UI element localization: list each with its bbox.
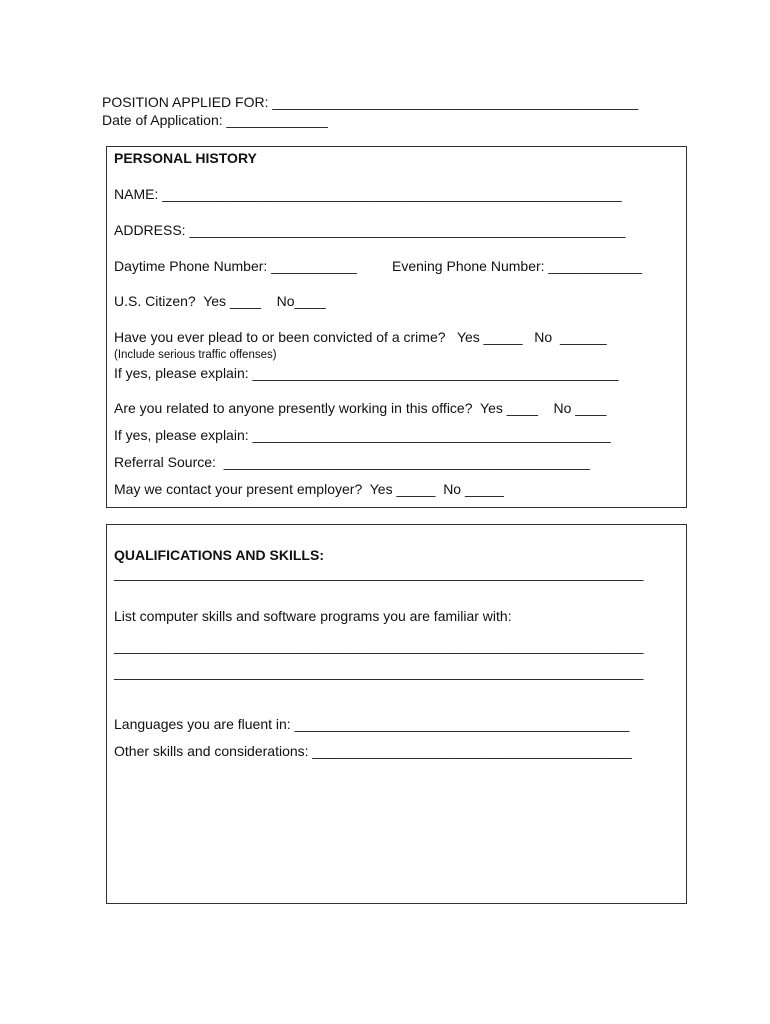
- languages-field[interactable]: Languages you are fluent in: ___________________________________________: [114, 716, 630, 732]
- evening-phone-field[interactable]: Evening Phone Number: ____________: [392, 258, 642, 274]
- computer-skills-line-2[interactable]: ____________________________________________________________________: [114, 664, 644, 680]
- computer-skills-line-1[interactable]: ____________________________________________________________________: [114, 638, 644, 654]
- address-field[interactable]: ADDRESS: ________________________________________________________: [114, 222, 626, 238]
- related-explain-field[interactable]: If yes, please explain: ______________________________________________: [114, 427, 611, 443]
- contact-employer-field[interactable]: May we contact your present employer? Yes _____ No _____: [114, 481, 504, 497]
- related-question-field[interactable]: Are you related to anyone presently working in this office? Yes ____ No ____: [114, 400, 607, 416]
- crime-explain-field[interactable]: If yes, please explain: _______________________________________________: [114, 365, 619, 381]
- other-skills-field[interactable]: Other skills and considerations: _________________________________________: [114, 743, 632, 759]
- referral-source-field[interactable]: Referral Source: _______________________________________________: [114, 454, 590, 470]
- crime-note: (Include serious traffic offenses): [114, 349, 277, 361]
- daytime-phone-field[interactable]: Daytime Phone Number: ___________: [114, 258, 357, 274]
- date-of-application-field[interactable]: Date of Application: _____________: [102, 112, 328, 128]
- name-field[interactable]: NAME: ___________________________________________________________: [114, 186, 622, 202]
- position-applied-field[interactable]: POSITION APPLIED FOR: _______________________________________________: [102, 94, 639, 110]
- qualifications-line[interactable]: ____________________________________________________________________: [114, 565, 644, 581]
- computer-skills-label: List computer skills and software programs you are familiar with:: [114, 608, 512, 624]
- qualifications-title: QUALIFICATIONS AND SKILLS:: [114, 547, 324, 563]
- crime-question-field[interactable]: Have you ever plead to or been convicted of a crime? Yes _____ No ______: [114, 329, 607, 345]
- personal-history-title: PERSONAL HISTORY: [114, 150, 257, 166]
- us-citizen-field[interactable]: U.S. Citizen? Yes ____ No____: [114, 293, 326, 309]
